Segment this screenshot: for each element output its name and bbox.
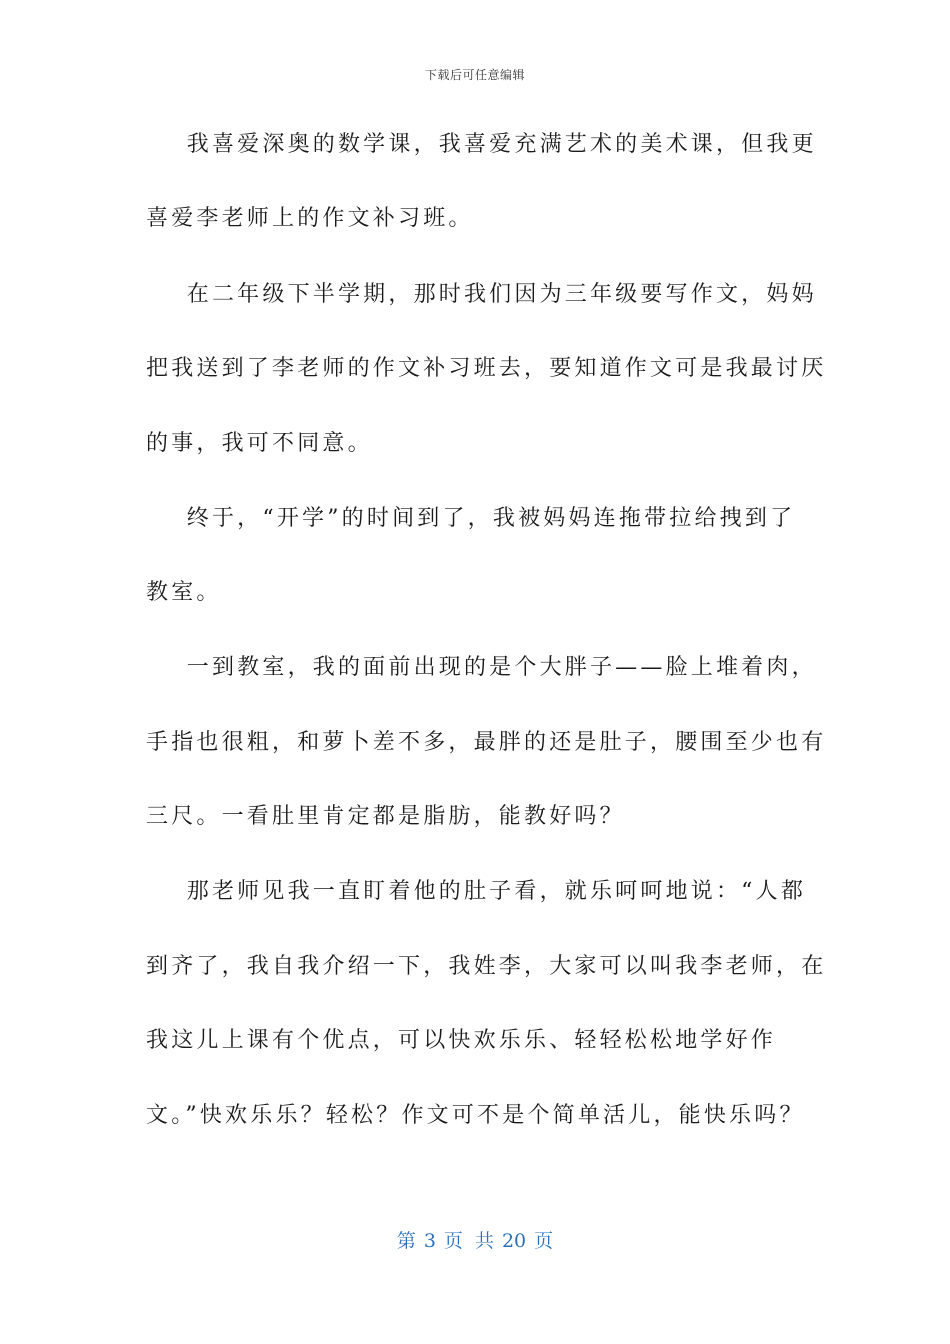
footer-prefix: 第	[396, 1230, 416, 1252]
footer-page-number: 3	[423, 1230, 436, 1252]
text-line: 文。”快欢乐乐？轻松？作文可不是个简单活儿，能快乐吗？	[146, 1103, 805, 1128]
text-line: 把我送到了李老师的作文补习班去，要知道作文可是我最讨厌	[146, 356, 827, 381]
text-line: 手指也很粗，和萝卜差不多，最胖的还是肚子，腰围至少也有	[146, 730, 827, 755]
footer-mid: 页 共	[443, 1230, 494, 1252]
text-line: 一到教室，我的面前出现的是个大胖子——脸上堆着肉，	[146, 655, 817, 680]
text-line: 那老师见我一直盯着他的肚子看，就乐呵呵地说：“人都	[146, 879, 807, 904]
text-line: 终于，“开学”的时间到了，我被妈妈连拖带拉给拽到了	[146, 506, 796, 531]
text-line: 喜爱李老师上的作文补习班。	[146, 206, 474, 231]
page-footer	[0, 1226, 950, 1253]
text-line: 我喜爱深奥的数学课，我喜爱充满艺术的美术课，但我更	[146, 132, 817, 157]
text-line: 在二年级下半学期，那时我们因为三年级要写作文，妈妈	[146, 282, 817, 307]
text-line: 到齐了，我自我介绍一下，我姓李，大家可以叫我李老师，在	[146, 954, 827, 979]
footer-suffix: 页	[534, 1230, 554, 1252]
page-header: 下载后可任意编辑	[424, 68, 525, 82]
text-line: 的事，我可不同意。	[146, 431, 373, 456]
text-line: 三尺。一看肚里肯定都是脂肪，能教好吗？	[146, 804, 625, 829]
footer-total-pages: 20	[501, 1230, 527, 1252]
text-line: 教室。	[146, 580, 222, 605]
text-line: 我这儿上课有个优点，可以快欢乐乐、轻轻松松地学好作	[146, 1028, 777, 1053]
